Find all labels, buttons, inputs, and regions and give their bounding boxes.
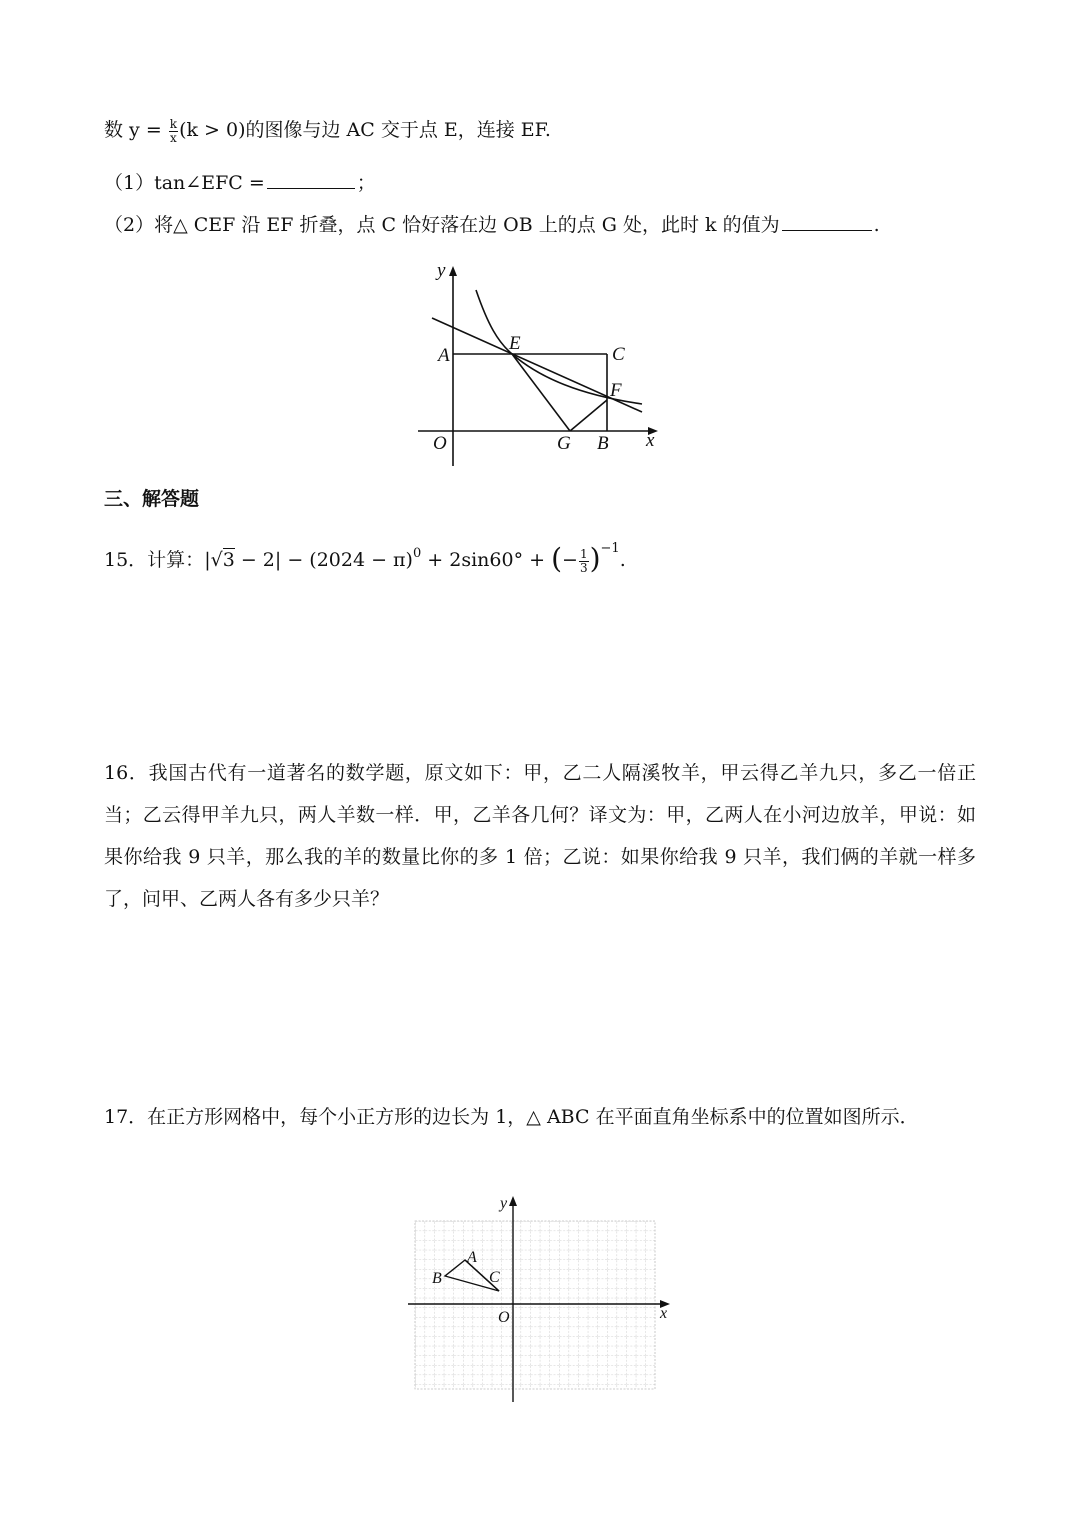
label-G: G: [557, 433, 571, 454]
segment-EG: [512, 354, 570, 431]
label-x: x: [646, 430, 655, 451]
figure-grid-triangle: [400, 1188, 680, 1410]
label-F: F: [610, 380, 622, 401]
label-C: C: [612, 344, 625, 365]
one-third-fraction: $\frac{1}{3}$: [579, 546, 588, 575]
y-axis-arrow: [509, 1196, 517, 1206]
q16: 16．我国古代有一道著名的数学题，原文如下：甲，乙二人隔溪牧羊，甲云得乙羊九只，多乙一倍正当；乙云得甲羊九只，两人羊数一样．甲，乙羊各几何？译文为：甲，乙两人在小河边放羊，甲说：如果你给我 9 只羊，那么我的羊的数量比你的多 1 倍；乙说：如果你给我 9 只羊，我们俩的羊就一样多了，问甲、乙两人各有多少只羊？: [104, 762, 976, 910]
label-y: y: [437, 260, 446, 281]
answer-blank-1[interactable]: [267, 187, 355, 189]
grid: [415, 1221, 655, 1389]
label-A: A: [467, 1249, 477, 1266]
section-heading: 三、解答题: [104, 488, 200, 510]
label-O: O: [433, 433, 447, 454]
q14-part1: （1）tan∠EFC = ；: [104, 172, 376, 194]
q15: 15．计算：$|√3 - 2| - (2024 - \pi)^0 + 2\sin 60^\circ$ + (− $\frac{1}{3}$ )$^{-1}$.: [104, 541, 626, 575]
label-y: y: [500, 1195, 508, 1212]
label-B: B: [597, 433, 609, 454]
label-C: C: [489, 1269, 500, 1286]
label-B: B: [432, 1270, 442, 1287]
answer-blank-2[interactable]: [782, 229, 872, 231]
q14-part2: （2）将△ CEF 沿 EF 折叠，点 C 恰好落在边 OB 上的点 G 处，此时 k 的值为 .: [104, 214, 880, 236]
q14-line1: 数 y = $\frac{k}{x}$ (k > 0)的图像与边 AC 交于点 E，连接 EF.: [104, 117, 551, 145]
label-x: x: [660, 1305, 668, 1322]
figure-hyperbola-rectangle: [410, 258, 680, 473]
k-over-x-fraction: $\frac{k}{x}$: [169, 117, 178, 145]
segment-GF: [570, 400, 607, 431]
q17: 17．在正方形网格中，每个小正方形的边长为 1，△ ABC 在平面直角坐标系中的位置如图所示．: [104, 1106, 919, 1128]
y-axis-arrow: [449, 266, 457, 276]
label-E: E: [509, 333, 521, 354]
label-A: A: [438, 345, 450, 366]
label-O: O: [498, 1309, 510, 1326]
